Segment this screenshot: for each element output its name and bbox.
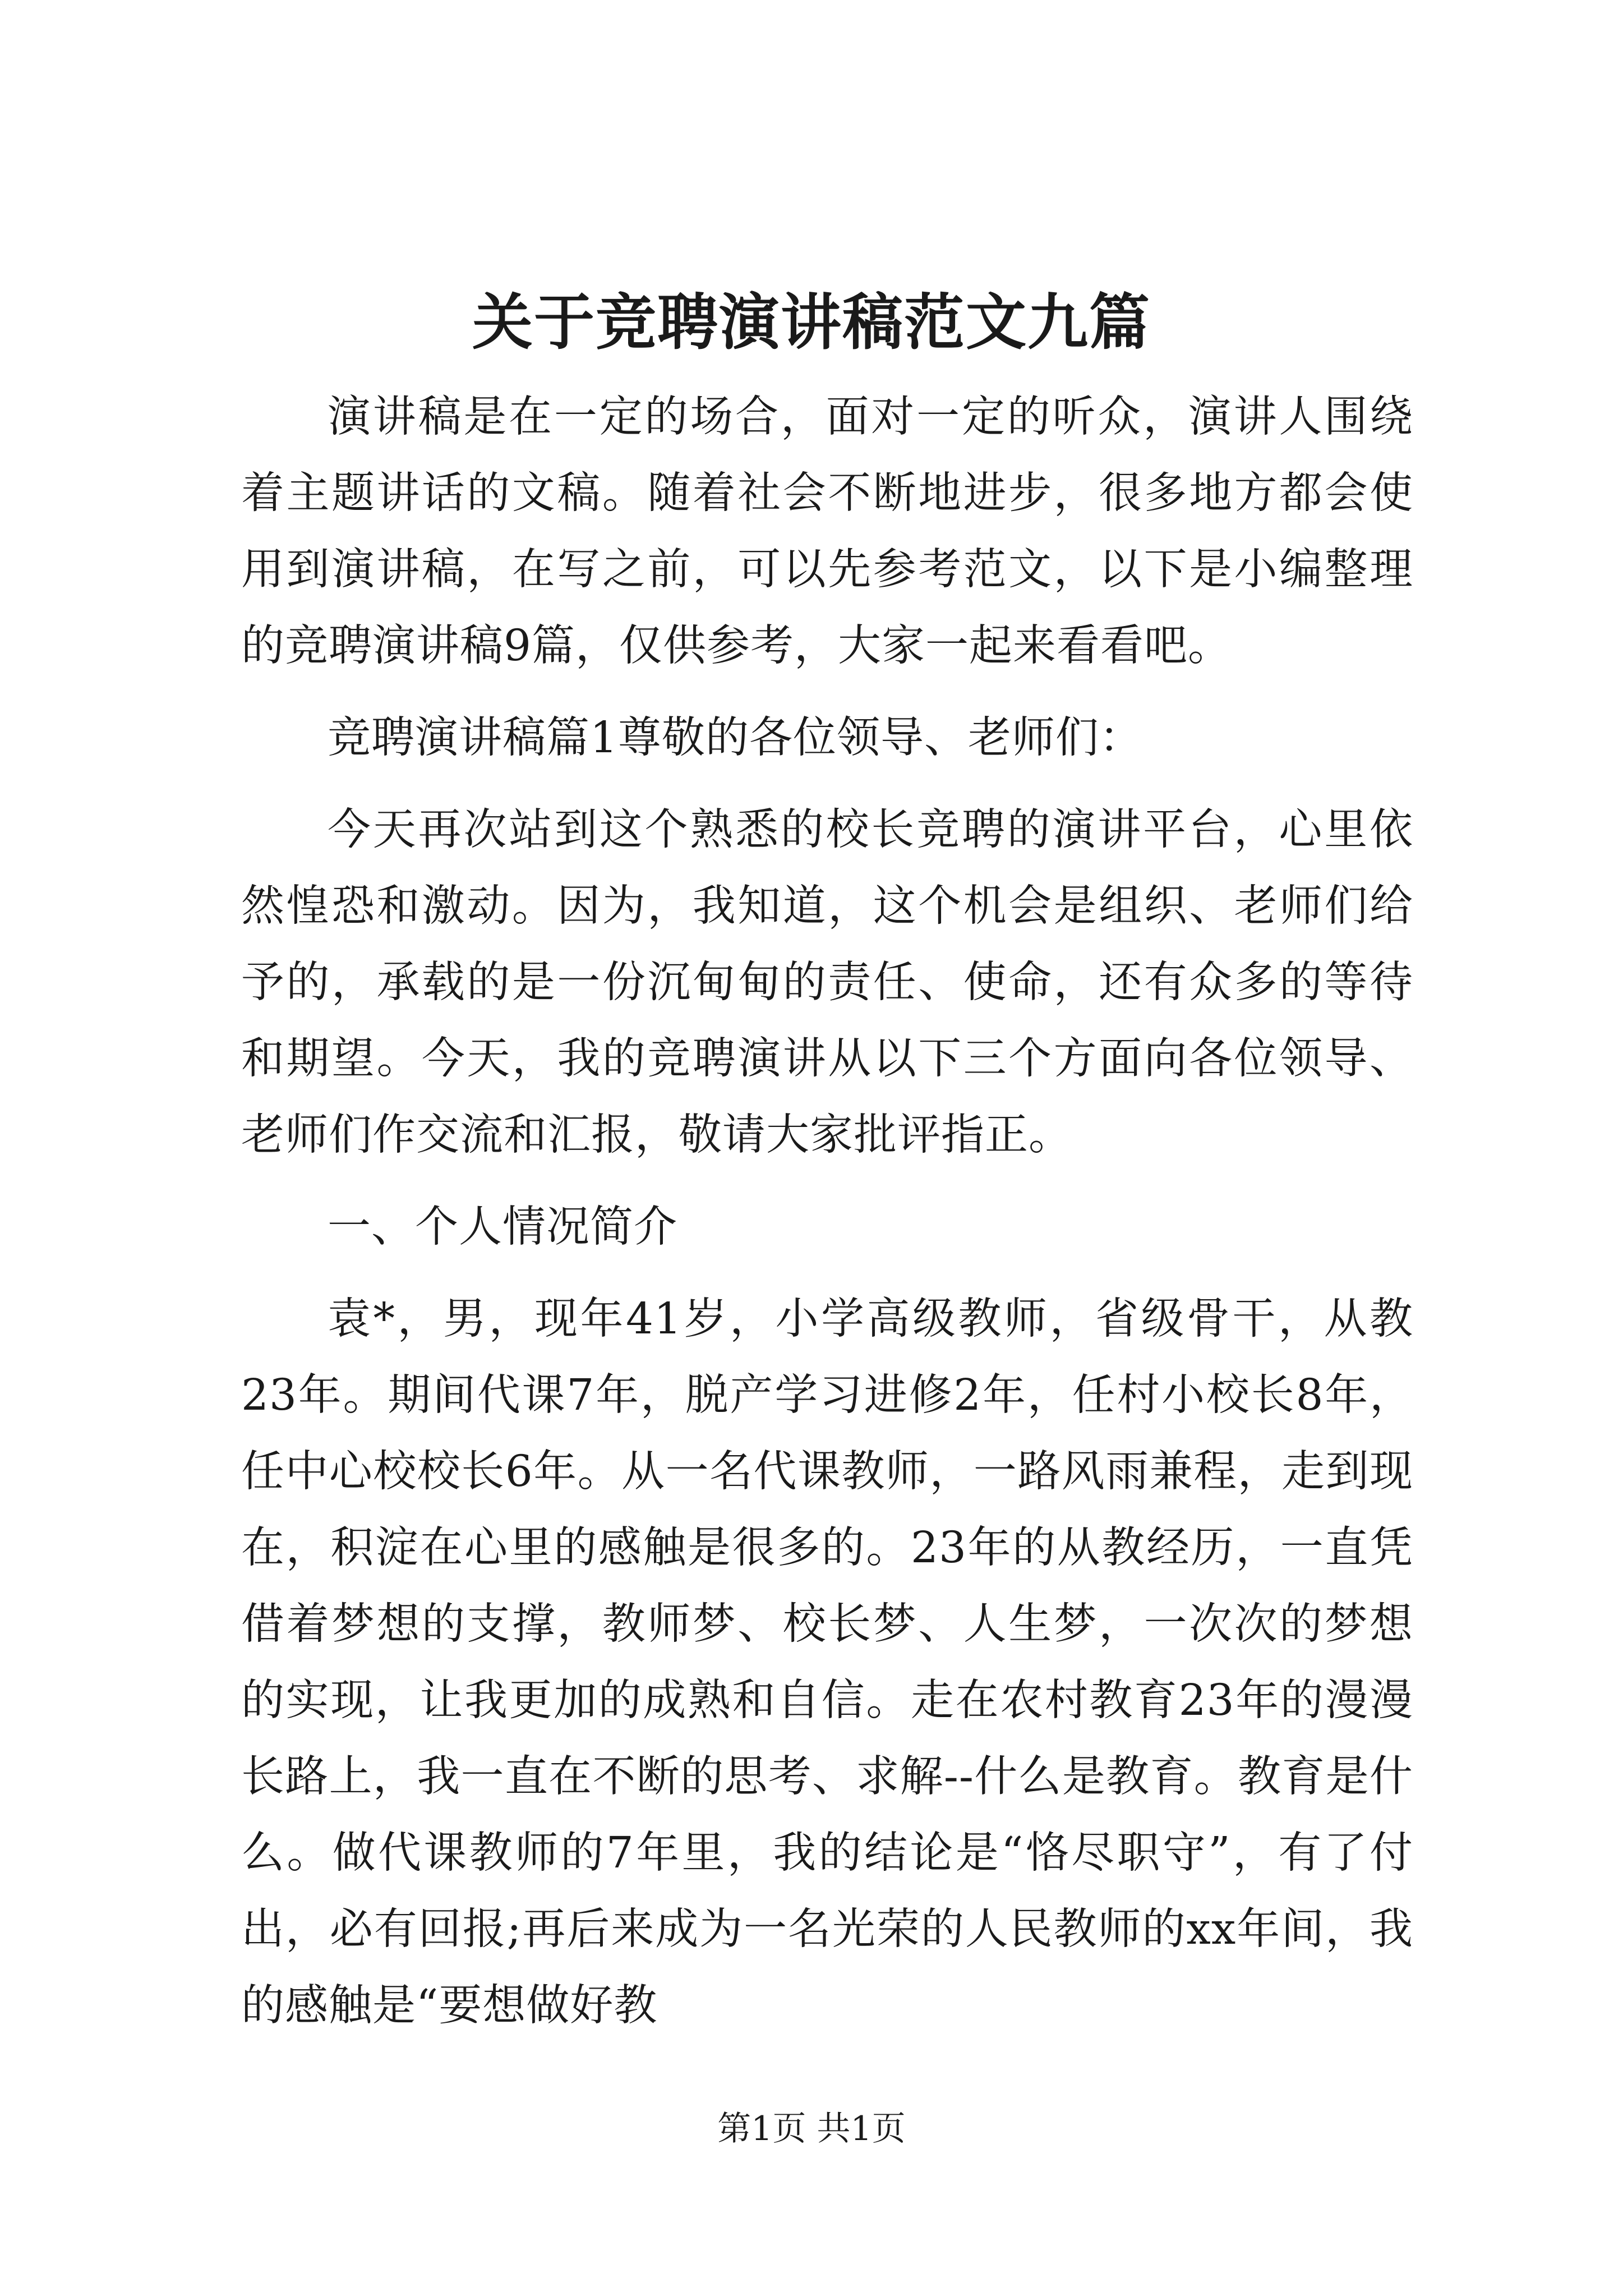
document-title: 关于竞聘演讲稿范文九篇: [472, 287, 1151, 358]
speech-heading-paragraph: 竞聘演讲稿篇1尊敬的各位领导、老师们：: [328, 713, 1143, 763]
personal-info-paragraph: 袁*，男，现年41岁，小学高级教师，省级骨干，从教23年。期间代课7年，脱产学习进修2年，任村小校长8年，任中心校校长6年。从一名代课教师，一路风雨兼程，走到现在，积淀在心里的感触是很多的。23年的从教经历，一直凭借着梦想的支撑，教师梦、校长梦、人生梦，一次次的梦想的实现，让我更加的成熟和自信。走在农村教育23年的漫漫长路上，我一直在不断的思考、求解--什么是教育。教育是什么。做代课教师的7年里，我的结论是“恪尽职守”，有了付出，必有回报;再后来成为一名光荣的人民教师的xx年间，我的感触是“要想做好教: [241, 1294, 1413, 2031]
section-heading: 一、个人情况简介: [328, 1202, 677, 1252]
opening-paragraph: 今天再次站到这个熟悉的校长竞聘的演讲平台，心里依然惶恐和激动。因为，我知道，这个机会是组织、老师们给予的，承载的是一份沉甸甸的责任、使命，还有众多的等待和期望。今天，我的竞聘演讲从以下三个方面向各位领导、老师们作交流和汇报，敬请大家批评指正。: [241, 805, 1413, 1160]
intro-paragraph: 演讲稿是在一定的场合，面对一定的听众，演讲人围绕着主题讲话的文稿。随着社会不断地进步，很多地方都会使用到演讲稿，在写之前，可以先参考范文，以下是小编整理的竞聘演讲稿9篇，仅供参考，大家一起来看看吧。: [241, 392, 1413, 671]
page-footer: 第1页 共1页: [717, 2109, 906, 2148]
document-body: [241, 379, 1413, 2060]
